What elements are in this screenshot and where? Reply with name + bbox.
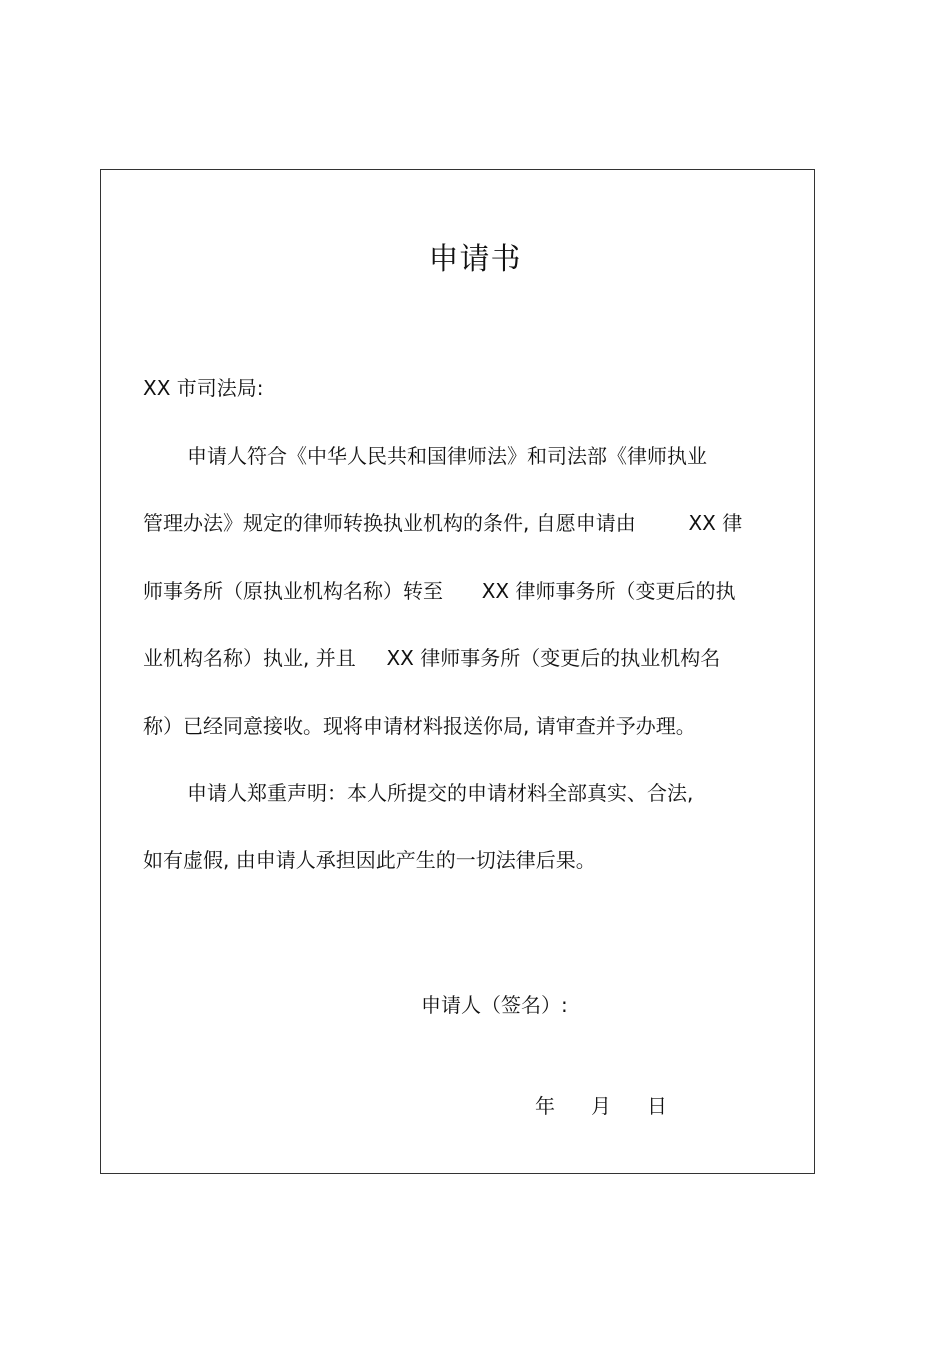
paragraph2-line2: 如有虚假, 由申请人承担因此产生的一切法律后果。 <box>143 848 596 872</box>
date-month: 月 <box>591 1094 611 1118</box>
date-day: 日 <box>647 1094 667 1118</box>
paragraph1-line3-tail: XX 律师事务所（变更后的执 <box>481 579 736 603</box>
date-year: 年 <box>535 1094 555 1118</box>
paragraph1-line5: 称）已经同意接收。现将申请材料报送你局, 请审查并予办理。 <box>143 714 696 738</box>
paragraph1-line4 <box>143 644 720 672</box>
document-title: 申请书 <box>428 242 522 277</box>
paragraph1-line4-text: 业机构名称）执业, 并且 <box>143 646 356 670</box>
paragraph1-line1: 申请人符合《中华人民共和国律师法》和司法部《律师执业 <box>187 444 707 468</box>
paragraph1-line2-text: 管理办法》规定的律师转换执业机构的条件, 自愿申请由 <box>143 511 636 535</box>
paragraph1-line3-text: 师事务所（原执业机构名称）转至 <box>143 579 443 603</box>
paragraph1-line3 <box>143 577 735 605</box>
signature-label: 申请人（签名）: <box>421 993 568 1017</box>
paragraph1-line4-tail: XX 律师事务所（变更后的执业机构名 <box>386 646 721 670</box>
paragraph1-line2 <box>143 509 742 537</box>
paragraph2-line1: 申请人郑重声明：本人所提交的申请材料全部真实、合法, <box>187 781 694 805</box>
paragraph1-line2-tail: XX 律 <box>688 511 743 535</box>
salutation: XX 市司法局: <box>143 376 264 400</box>
